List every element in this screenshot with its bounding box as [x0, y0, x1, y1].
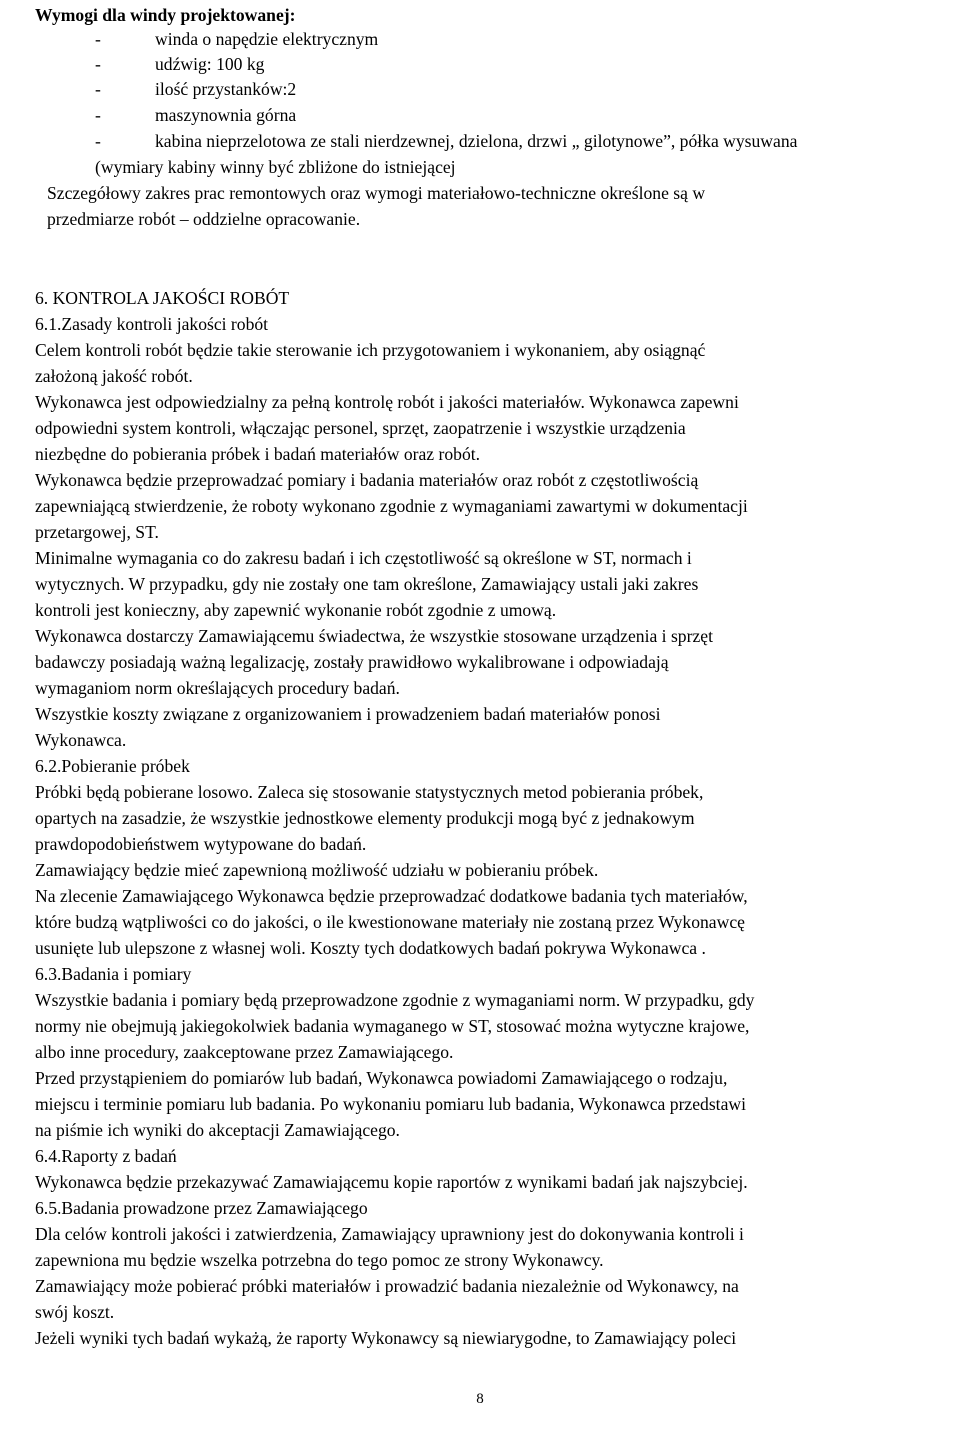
dash-marker: -	[95, 131, 101, 151]
scope-text: Szczegółowy zakres prac remontowych oraz wymogi materiałowo-techniczne określone są w	[47, 183, 706, 203]
section-heading: Wymogi dla windy projektowanej:	[35, 5, 296, 25]
body-line: kontroli jest konieczny, aby zapewnić wykonanie robót zgodnie z umową.	[35, 600, 557, 620]
dash-marker: -	[95, 105, 101, 125]
requirement-text: maszynownia górna	[155, 105, 297, 125]
requirement-text: winda o napędzie elektrycznym	[155, 29, 379, 49]
body-line: albo inne procedury, zaakceptowane przez Zamawiającego.	[35, 1042, 454, 1062]
requirement-continuation: (wymiary kabiny winny być zbliżone do istniejącej	[95, 157, 456, 177]
body-line: przetargowej, ST.	[35, 522, 159, 542]
body-line: wytycznych. W przypadku, gdy nie zostały one tam określone, Zamawiający ustali jaki zakres	[35, 574, 699, 594]
body-line: opartych na zasadzie, że wszystkie jednostkowe elementy produkcji mogą być z jednakowym	[35, 808, 695, 828]
body-line: Przed przystąpieniem do pomiarów lub badań, Wykonawca powiadomi Zamawiającego o rodzaju,	[35, 1068, 728, 1088]
body-line: Dla celów kontroli jakości i zatwierdzenia, Zamawiający uprawniony jest do dokonywania kontroli i	[35, 1224, 744, 1244]
body-line: Wykonawca dostarczy Zamawiającemu świadectwa, że wszystkie stosowane urządzenia i sprzęt	[35, 626, 713, 646]
requirement-text: kabina nieprzelotowa ze stali nierdzewnej, dzielona, drzwi „ gilotynowe”, półka wysuwana	[155, 131, 798, 151]
body-line: Wszystkie badania i pomiary będą przeprowadzone zgodnie z wymaganiami norm. W przypadku, gdy	[35, 990, 755, 1010]
body-line: normy nie obejmują jakiegokolwiek badania wymaganego w ST, stosować można wytyczne krajowe,	[35, 1016, 750, 1036]
body-line: zapewniona mu będzie wszelka potrzebna do tego pomoc ze strony Wykonawcy.	[35, 1250, 604, 1270]
body-line: wymaganiom norm określających procedury badań.	[35, 678, 400, 698]
body-line: Wykonawca będzie przeprowadzać pomiary i badania materiałów oraz robót z częstotliwością	[35, 470, 699, 490]
body-line: Wszystkie koszty związane z organizowaniem i prowadzeniem badań materiałów ponosi	[35, 704, 661, 724]
body-line: prawdopodobieństwem wytypowane do badań.	[35, 834, 367, 854]
body-line: badawczy posiadają ważną legalizację, zostały prawidłowo wykalibrowane i odpowiadają	[35, 652, 669, 672]
subsection-6-1-heading: 6.1.Zasady kontroli jakości robót	[35, 314, 269, 334]
requirement-text: ilość przystanków:2	[155, 79, 297, 99]
body-line: usunięte lub ulepszone z własnej woli. Koszty tych dodatkowych badań pokrywa Wykonawca .	[35, 938, 706, 958]
body-line: miejscu i terminie pomiaru lub badania. Po wykonaniu pomiaru lub badania, Wykonawca przedstawi	[35, 1094, 746, 1114]
body-line: Na zlecenie Zamawiającego Wykonawca będzie przeprowadzać dodatkowe badania tych materiałów,	[35, 886, 748, 906]
subsection-6-2-heading: 6.2.Pobieranie próbek	[35, 756, 190, 776]
body-line: Wykonawca jest odpowiedzialny za pełną kontrolę robót i jakości materiałów. Wykonawca zapewni	[35, 392, 739, 412]
body-line: swój koszt.	[35, 1302, 115, 1322]
body-line: odpowiedni system kontroli, włączając personel, sprzęt, zaopatrzenie i wszystkie urządzenia	[35, 418, 686, 438]
body-line: Jeżeli wyniki tych badań wykażą, że raporty Wykonawcy są niewiarygodne, to Zamawiający poleci	[35, 1328, 737, 1348]
dash-marker: -	[95, 54, 101, 74]
body-line: Wykonawca będzie przekazywać Zamawiającemu kopie raportów z wynikami badań jak najszybciej.	[35, 1172, 748, 1192]
body-line: Zamawiający może pobierać próbki materiałów i prowadzić badania niezależnie od Wykonawcy, na	[35, 1276, 739, 1296]
dash-marker: -	[95, 79, 101, 99]
subsection-6-5-heading: 6.5.Badania prowadzone przez Zamawiającego	[35, 1198, 368, 1218]
body-line: Zamawiający będzie mieć zapewnioną możliwość udziału w pobieraniu próbek.	[35, 860, 599, 880]
body-line: niezbędne do pobierania próbek i badań materiałów oraz robót.	[35, 444, 481, 464]
page-number: 8	[476, 1391, 484, 1407]
body-line: Celem kontroli robót będzie takie sterowanie ich przygotowaniem i wykonaniem, aby osiągnąć	[35, 340, 706, 360]
requirement-text: udźwig: 100 kg	[155, 54, 265, 74]
subsection-6-3-heading: 6.3.Badania i pomiary	[35, 964, 192, 984]
body-line: Minimalne wymagania co do zakresu badań i ich częstotliwość są określone w ST, normach i	[35, 548, 692, 568]
body-line: Wykonawca.	[35, 730, 127, 750]
subsection-6-4-heading: 6.4.Raporty z badań	[35, 1146, 177, 1166]
body-line: założoną jakość robót.	[35, 366, 193, 386]
body-line: zapewniającą stwierdzenie, że roboty wykonano zgodnie z wymaganiami zawartymi w dokumentacji	[35, 496, 748, 516]
scope-text: przedmiarze robót – oddzielne opracowanie.	[47, 209, 361, 229]
body-line: Próbki będą pobierane losowo. Zaleca się stosowanie statystycznych metod pobierania próbek,	[35, 782, 704, 802]
dash-marker: -	[95, 29, 101, 49]
body-line: które budzą wątpliwości co do jakości, o ile kwestionowane materiały nie zostaną przez Wykonawcę	[35, 912, 745, 932]
section-6-title: 6. KONTROLA JAKOŚCI ROBÓT	[35, 288, 290, 308]
body-line: na piśmie ich wyniki do akceptacji Zamawiającego.	[35, 1120, 400, 1140]
